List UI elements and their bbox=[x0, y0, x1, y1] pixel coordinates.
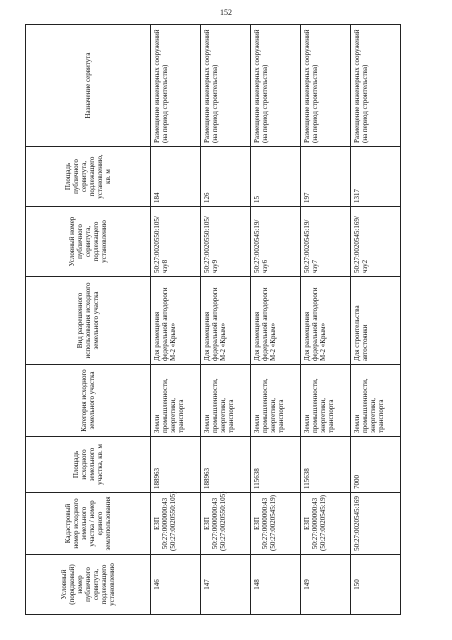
table-cell: ЕЗП 50:27:0000000:43 (50:27:0020545:19) bbox=[251, 493, 301, 555]
table-cell: ЕЗП 50:27:0000000:43 (50:27:0020550:105) bbox=[151, 493, 201, 555]
table-row bbox=[201, 25, 251, 615]
header-cell: Площадь исходного земельного участка, кв. м bbox=[26, 437, 151, 493]
table-cell: 188963 bbox=[201, 437, 251, 493]
header-cell: Назначение сервитута bbox=[26, 25, 151, 147]
table-cell: 149 bbox=[301, 555, 351, 615]
table-cell: Земли промышленности, энергетики, транспорта bbox=[151, 365, 201, 437]
table-cell: 50:27:0020545:169 bbox=[351, 493, 401, 555]
table-cell: Размещение инженерных сооружений (на период строительства) bbox=[301, 25, 351, 147]
table-cell: Земли промышленности, энергетики, транспорта bbox=[251, 365, 301, 437]
table-cell: 148 bbox=[251, 555, 301, 615]
table-cell: Размещение инженерных сооружений (на период строительства) bbox=[201, 25, 251, 147]
table-cell: 126 bbox=[201, 147, 251, 207]
table-cell: 15 bbox=[251, 147, 301, 207]
table-cell: 50:27:0020550:105/чзу8 bbox=[151, 207, 201, 277]
table-cell: 115638 bbox=[301, 437, 351, 493]
table-cell: ЕЗП 50:27:0000000:43 (50:27:0020545:19) bbox=[301, 493, 351, 555]
table-cell: 146 bbox=[151, 555, 201, 615]
table-cell: 50:27:0020545:19/чзу7 bbox=[301, 207, 351, 277]
table-cell: Размещение инженерных сооружений (на период строительства) bbox=[351, 25, 401, 147]
header-cell: Условный (порядковый) номер публичного сервитута, подлежащего установлению bbox=[26, 555, 151, 615]
servitude-table-container bbox=[25, 25, 425, 615]
table-cell: 50:27:0020545:19/чзу6 bbox=[251, 207, 301, 277]
table-cell: 1317 bbox=[351, 147, 401, 207]
table-cell: Размещение инженерных сооружений (на период строительства) bbox=[151, 25, 201, 147]
table-cell: 184 bbox=[151, 147, 201, 207]
table-cell: Земли промышленности, энергетики, транспорта bbox=[301, 365, 351, 437]
header-cell: Условный номер публичного сервитута, подлежащего установлению bbox=[26, 207, 151, 277]
table-cell: 188963 bbox=[151, 437, 201, 493]
table-cell: 50:27:0020550:105/чзу9 bbox=[201, 207, 251, 277]
table-cell: Для размещения федеральной автодороги М-2 «Крым» bbox=[251, 277, 301, 365]
table-cell: Земли промышленности, энергетики, транспорта bbox=[201, 365, 251, 437]
table-row bbox=[301, 25, 351, 615]
table-cell: Размещение инженерных сооружений (на период строительства) bbox=[251, 25, 301, 147]
table-cell: Земли промышленности, энергетики, транспорта bbox=[351, 365, 401, 437]
table-row bbox=[351, 25, 401, 615]
header-cell: Вид разрешенного использования исходного земельного участка bbox=[26, 277, 151, 365]
table-cell: 150 bbox=[351, 555, 401, 615]
table-cell: 115638 bbox=[251, 437, 301, 493]
header-cell: Площадь публичного сервитута, подлежащего установлению, кв. м bbox=[26, 147, 151, 207]
table-row bbox=[151, 25, 201, 615]
table-cell: 147 bbox=[201, 555, 251, 615]
table-cell: Для размещения федеральной автодороги М-2 «Крым» bbox=[301, 277, 351, 365]
table-cell: ЕЗП 50:27:0000000:43 (50:27:0020550:105) bbox=[201, 493, 251, 555]
table-cell: Для размещения федеральной автодороги М-2 «Крым» bbox=[151, 277, 201, 365]
table-header-row bbox=[26, 25, 151, 615]
table-cell: 50:27:0020545:169/чзу2 bbox=[351, 207, 401, 277]
header-cell: Кадастровый номер исходного земельного участка / номер единого землепользования bbox=[26, 493, 151, 555]
table-cell: Для строительства автостоянки bbox=[351, 277, 401, 365]
table-cell: Для размещения федеральной автодороги М-2 «Крым» bbox=[201, 277, 251, 365]
table-cell: 7000 bbox=[351, 437, 401, 493]
page-number: 152 bbox=[220, 8, 232, 17]
header-cell: Категория исходного земельного участка bbox=[26, 365, 151, 437]
table-row bbox=[251, 25, 301, 615]
table-cell: 197 bbox=[301, 147, 351, 207]
servitude-table bbox=[25, 24, 401, 615]
